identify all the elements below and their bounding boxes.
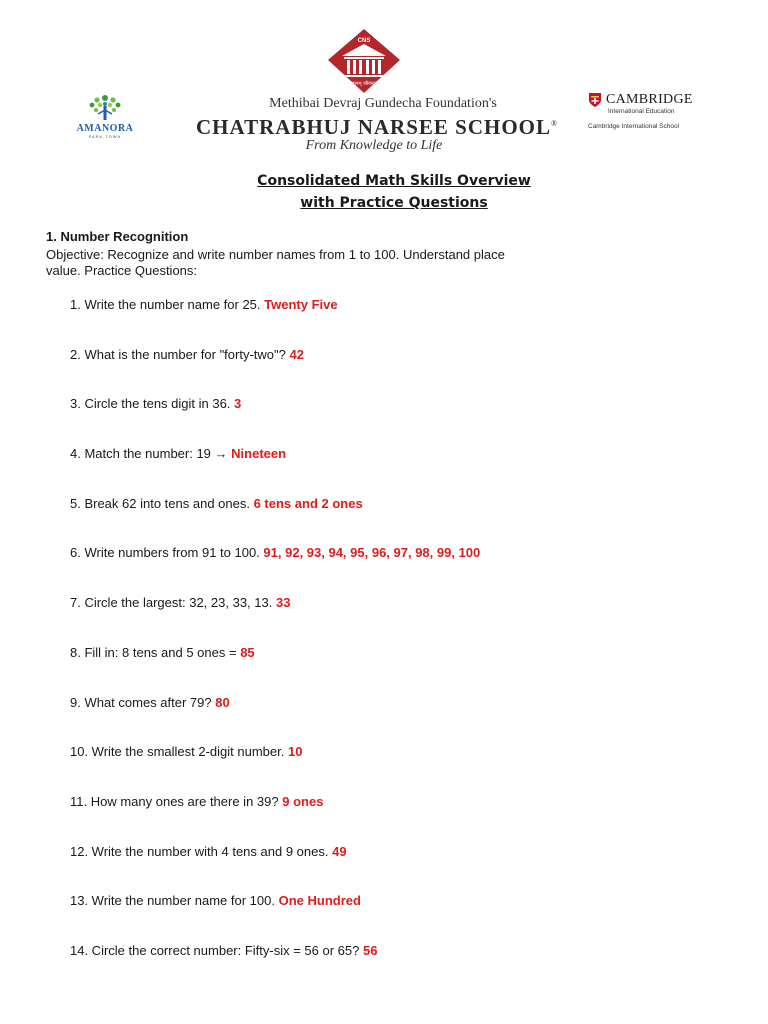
question-text: 11. How many ones are there in 39? <box>70 793 279 809</box>
question-text: 9. What comes after 79? <box>70 694 212 710</box>
question-answer: 91, 92, 93, 94, 95, 96, 97, 98, 99, 100 <box>263 545 481 561</box>
section-number-recognition <box>46 229 516 279</box>
amanora-logo <box>70 92 140 139</box>
question-text: 7. Circle the largest: 32, 23, 33, 13. <box>70 595 273 611</box>
question-item <box>70 395 730 445</box>
question-item <box>70 445 730 495</box>
question-text: 5. Break 62 into tens and ones. <box>70 495 250 511</box>
section-heading: 1. Number Recognition <box>46 229 189 244</box>
question-text: 4. Match the number: 19 → <box>70 446 228 462</box>
question-answer: 3 <box>234 396 242 412</box>
question-item <box>70 793 730 843</box>
question-text: 3. Circle the tens digit in 36. <box>70 396 231 412</box>
question-text: 12. Write the number with 4 tens and 9 ones. <box>70 843 329 859</box>
question-text: 10. Write the smallest 2-digit number. <box>70 744 285 760</box>
title-line-2: with Practice Questions <box>300 195 488 211</box>
registered-mark: ® <box>551 119 559 128</box>
question-item <box>70 495 730 545</box>
question-answer: 85 <box>240 644 255 660</box>
cambridge-logo <box>588 92 728 130</box>
question-item <box>70 346 730 396</box>
question-answer: 6 tens and 2 ones <box>253 495 363 511</box>
question-answer: One Hundred <box>278 893 361 909</box>
question-item <box>70 296 730 346</box>
question-answer: Twenty Five <box>264 297 338 312</box>
question-item <box>70 892 730 942</box>
question-text: 14. Circle the correct number: Fifty-six = 56 or 65? <box>70 942 360 958</box>
question-text: 2. What is the number for "forty-two"? <box>70 346 286 362</box>
question-answer: 10 <box>287 744 303 760</box>
question-item <box>70 594 730 644</box>
question-text: 1. Write the number name for 25. <box>70 297 261 312</box>
page-header <box>0 0 768 160</box>
question-answer: 33 <box>275 595 291 611</box>
question-answer: Nineteen <box>231 446 287 462</box>
question-answer: 49 <box>332 843 347 859</box>
school-title-block <box>196 96 559 154</box>
amanora-sub: PARK TOWN <box>88 134 122 139</box>
question-text: 13. Write the number name for 100. <box>70 893 275 909</box>
question-answer: 56 <box>363 942 378 958</box>
title-line-1: Consolidated Math Skills Overview <box>257 173 531 189</box>
question-item <box>70 644 730 694</box>
tree-icon <box>83 92 127 122</box>
question-item <box>70 694 730 744</box>
svg-text:CNS: CNS <box>357 38 371 44</box>
question-text: 8. Fill in: 8 tens and 5 ones = <box>70 644 237 660</box>
cambridge-sub: International Education <box>608 108 675 115</box>
cambridge-school: Cambridge International School <box>588 123 680 130</box>
amanora-name: AMANORA <box>76 123 134 134</box>
question-item <box>70 544 730 594</box>
question-item <box>70 743 730 793</box>
school-tagline: From Knowledge to Life <box>305 138 443 153</box>
school-name: CHATRABHUJ NARSEE SCHOOL® <box>196 115 559 139</box>
foundation-name: Methibai Devraj Gundecha Foundation's <box>269 96 497 111</box>
page-title <box>0 170 768 214</box>
section-objective: Objective: Recognize and write number names from 1 to 100. Understand place value. Practice Questions: <box>46 247 505 278</box>
question-answer: 9 ones <box>282 793 324 809</box>
question-item <box>70 843 730 893</box>
question-list <box>70 296 730 992</box>
school-crest-icon <box>326 28 402 99</box>
question-text: 6. Write numbers from 91 to 100. <box>70 545 260 561</box>
cambridge-name: CAMBRIDGE <box>606 92 693 107</box>
question-answer: 80 <box>215 694 230 710</box>
question-item <box>70 942 730 992</box>
question-answer: 42 <box>289 346 304 362</box>
svg-text:ज्ञानम् जीवनम्: ज्ञानम् जीवनम् <box>351 81 377 87</box>
cambridge-shield-icon <box>588 92 602 108</box>
